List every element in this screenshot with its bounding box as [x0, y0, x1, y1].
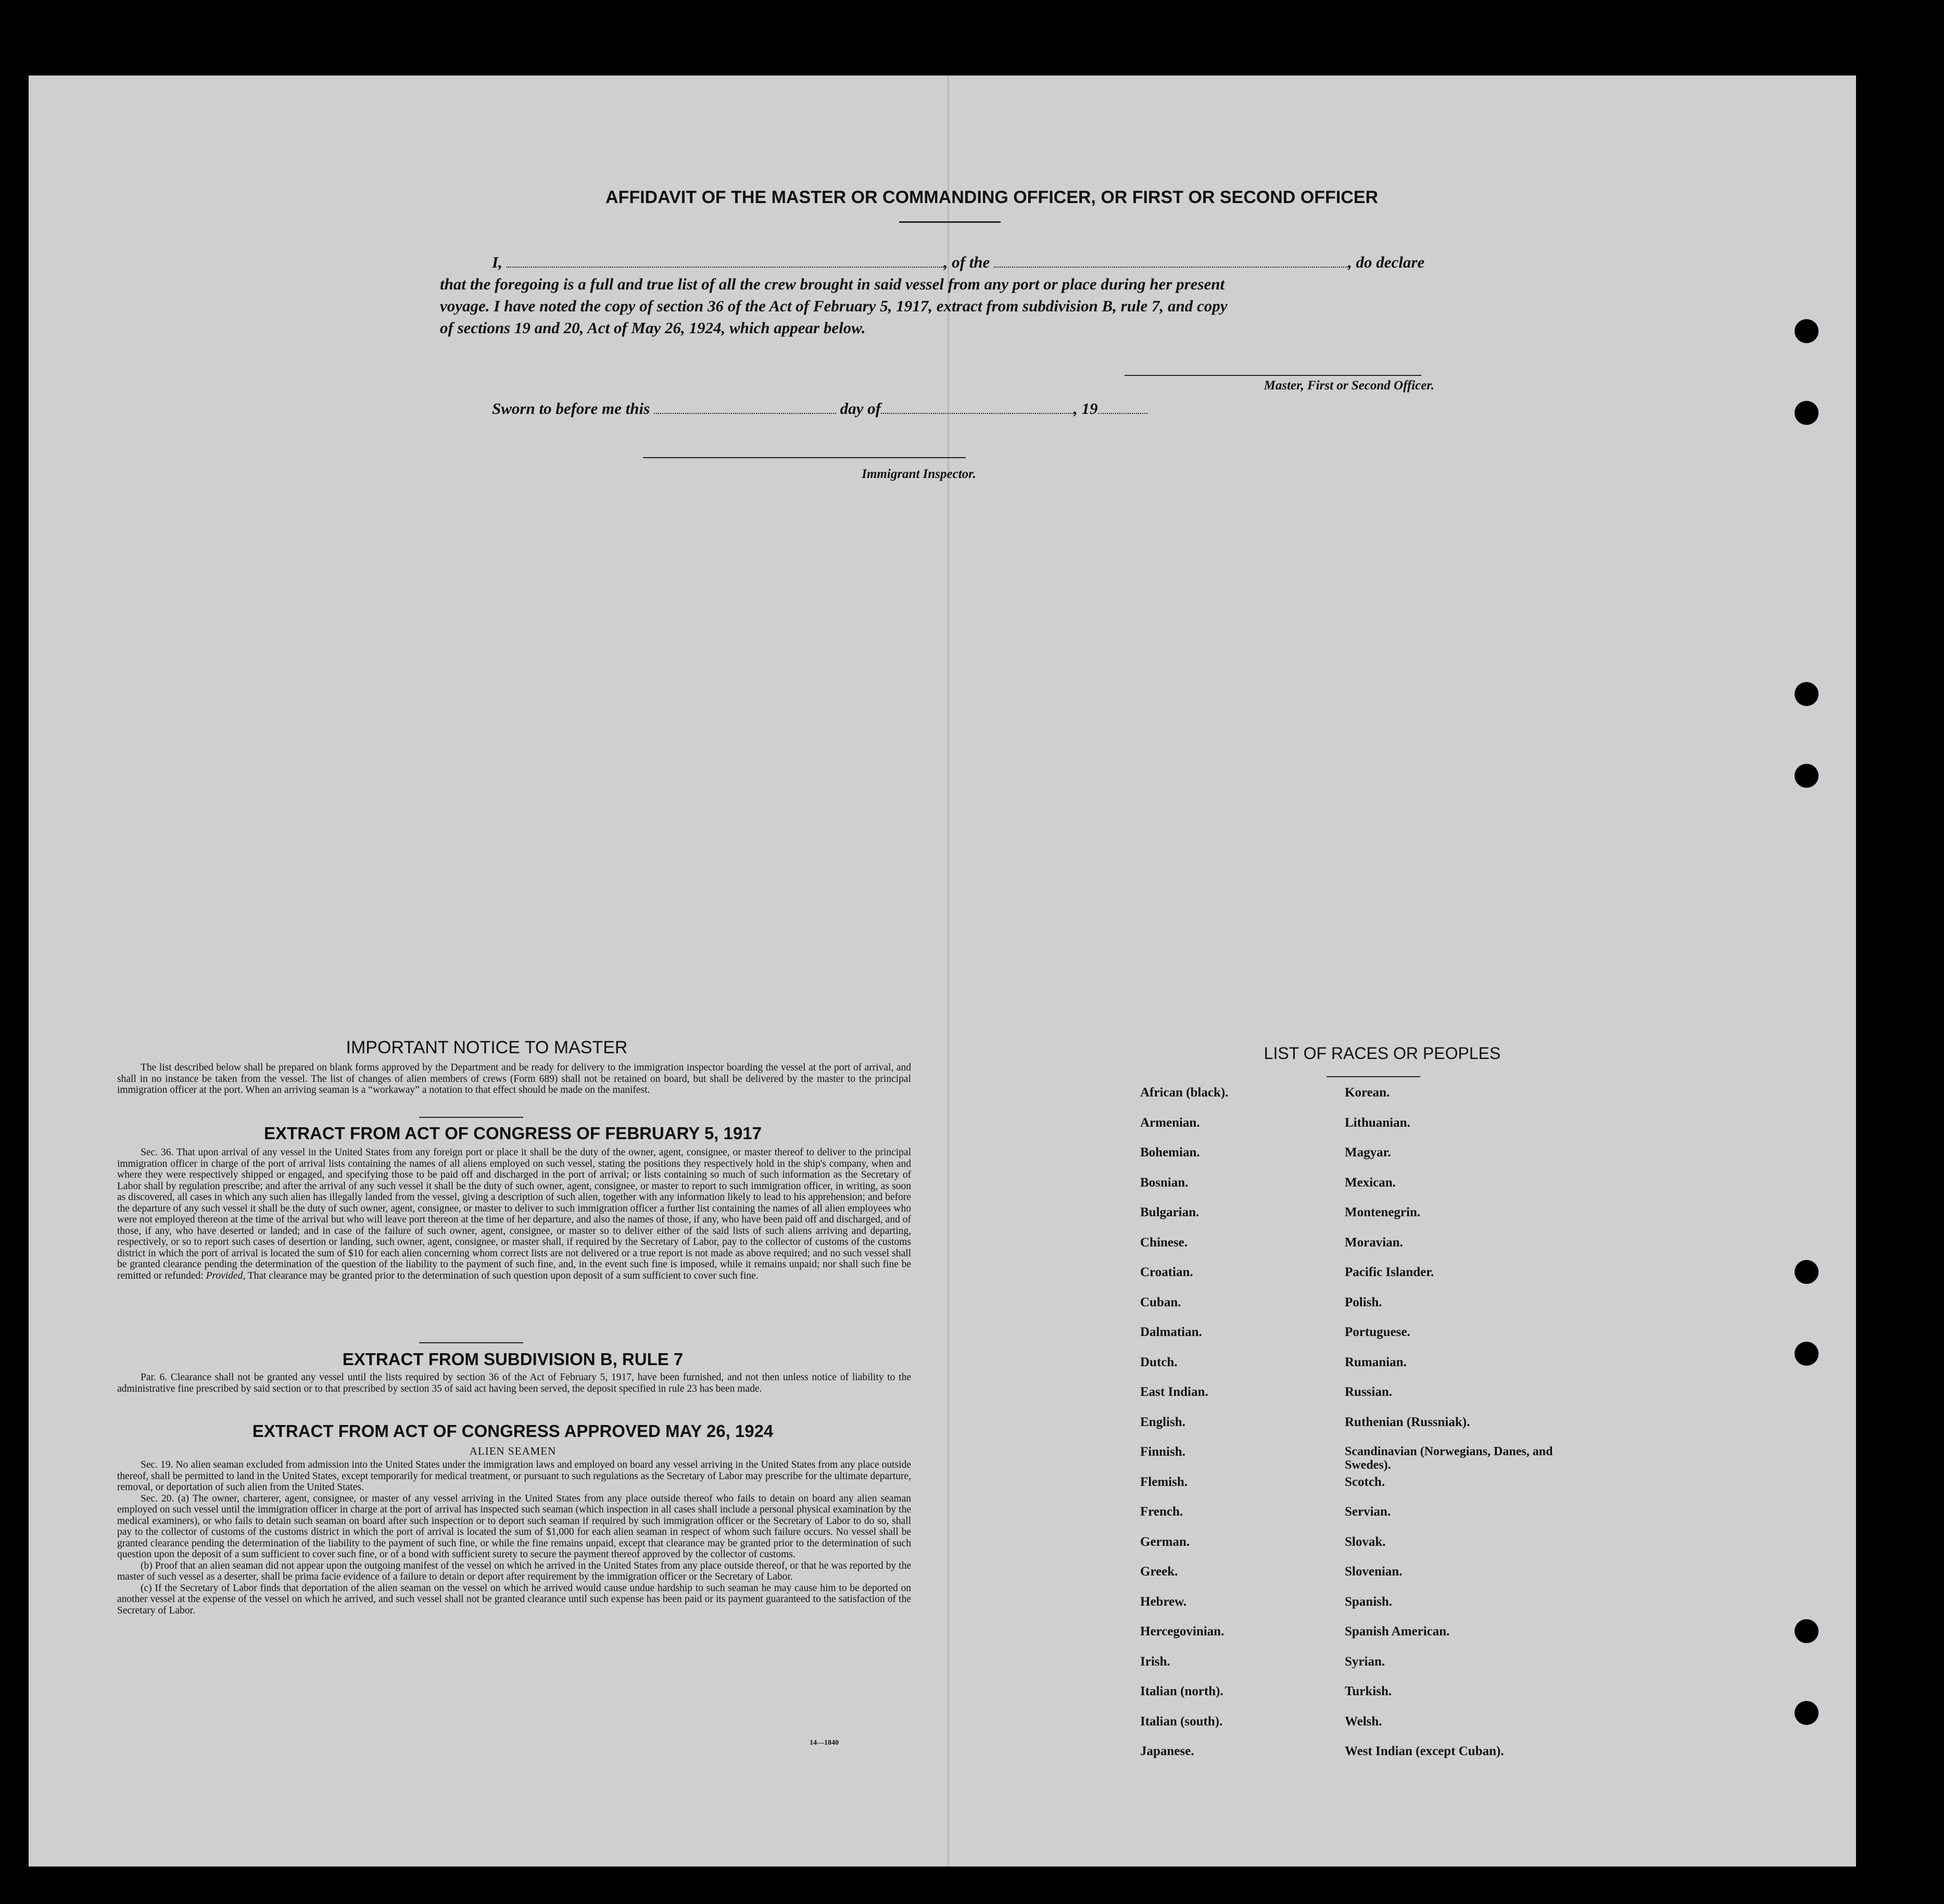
signature-line[interactable] — [1125, 375, 1421, 376]
race-item: Montenegrin. — [1345, 1205, 1421, 1219]
race-item: Portuguese. — [1345, 1325, 1410, 1339]
section-20a-text: Sec. 20. (a) The owner, charterer, agent, consignee, or master of any vessel arriving in the United States from any place outside thereof who fails to detain on board any alien seaman employed on such vessel until the immigration officer in charge at the port of arrival has inspected such seaman (which inspection in all cases shall include a personal physical examination by the medical examiners), or who fails to detain such seaman on board after such inspection or to deport such seaman if required by such immigration officer or the Secretary of Labor to do so, shall pay to the collector of customs of the customs district in which the port of arrival is located the sum of $1,000 for each alien seaman in respect of whom such failure occurs. No vessel shall be granted clearance pending the determination of the liability to the payment of such fine, or while the fine remains unpaid, except that clearance may be granted prior to the determination of such question upon the deposit of a sum sufficient to cover such fine, or of a bond with sufficient surety to secure the payment thereof approved by the collector of customs. — [117, 1493, 911, 1560]
races-title: LIST OF RACES OR PEOPLES — [1264, 1044, 1501, 1063]
race-item: Moravian. — [1345, 1235, 1403, 1250]
race-item: Ruthenian (Russniak). — [1345, 1415, 1470, 1429]
race-item: Greek. — [1140, 1565, 1178, 1579]
race-item: East Indian. — [1140, 1385, 1208, 1399]
punch-hole — [1795, 401, 1819, 425]
race-item: Scotch. — [1345, 1474, 1385, 1489]
sworn-line — [492, 399, 1273, 418]
sworn-label: Sworn to before me this — [492, 399, 650, 418]
race-item: Bulgarian. — [1140, 1205, 1200, 1219]
race-item: West Indian (except Cuban). — [1345, 1744, 1504, 1758]
declaration-line-2: that the foregoing is a full and true list of all the crew brought in said vessel from any port or place during her present — [440, 275, 1225, 293]
race-item: Dutch. — [1140, 1355, 1178, 1369]
label-do-declare: , do declare — [1348, 253, 1425, 271]
race-item: Scandinavian (Norwegians, Danes, and Swedes). — [1345, 1445, 1553, 1472]
race-item: Hebrew. — [1140, 1594, 1187, 1609]
section-20b-text: (b) Proof that an alien seaman did not appear upon the outgoing manifest of the vessel on which he arrived in the United States from any place outside thereof, or that he was reported by the master of such vessel as a deserter, shall be prima facie evidence of a failure to detain or deport after requirement by the immigration officer or the Secretary of Labor. — [117, 1560, 911, 1582]
race-item: Slovak. — [1345, 1534, 1386, 1549]
race-item: Italian (north). — [1140, 1684, 1223, 1698]
inspector-signature-line[interactable] — [643, 457, 966, 458]
race-item: Rumanian. — [1345, 1355, 1407, 1369]
section-text-end: That clearance may be granted prior to the determination of such question upon deposit of a sum sufficient to cover such fine. — [247, 1270, 759, 1281]
form-number: 14—1840 — [810, 1739, 839, 1747]
race-item: Finnish. — [1140, 1445, 1185, 1459]
notice-body — [117, 1062, 911, 1096]
race-item: Croatian. — [1140, 1265, 1193, 1279]
label-i: I, — [492, 253, 502, 271]
extract-rule7-body — [117, 1372, 911, 1394]
divider — [899, 221, 1001, 223]
divider — [1327, 1076, 1420, 1077]
races-column-1 — [1140, 1086, 1338, 1774]
race-item: Bohemian. — [1140, 1145, 1200, 1159]
race-item: Korean. — [1345, 1086, 1390, 1100]
extract-1917-title: EXTRACT FROM ACT OF CONGRESS OF FEBRUARY 5, 1917 — [264, 1124, 762, 1143]
punch-hole — [1795, 764, 1819, 788]
race-item: Russian. — [1345, 1385, 1393, 1399]
punch-hole — [1795, 1619, 1819, 1643]
race-item: English. — [1140, 1415, 1185, 1429]
extract-1924-body — [117, 1459, 911, 1616]
section-20c-text: (c) If the Secretary of Labor finds that deportation of the alien seaman on the vessel on which he arrived would cause undue hardship to such seaman he may cause him to be deported on another vessel at the expense of the vessel on which he arrived, and such vessel shall not be granted clearance until such expense has been paid or its payment guaranteed to the satisfaction of the Secretary of Labor. — [117, 1582, 911, 1616]
extract-rule7-title: EXTRACT FROM SUBDIVISION B, RULE 7 — [342, 1350, 684, 1369]
label-of-the: , of the — [943, 253, 990, 271]
notice-title: IMPORTANT NOTICE TO MASTER — [346, 1038, 628, 1057]
document-sheet — [29, 75, 1856, 1867]
race-item: Spanish American. — [1345, 1624, 1450, 1638]
divider — [419, 1342, 523, 1343]
punch-hole — [1795, 1701, 1819, 1725]
declaration-text — [440, 251, 1492, 339]
punch-hole — [1795, 682, 1819, 706]
declaration-line-3: voyage. I have noted the copy of section 36 of the Act of February 5, 1917, extract from subdivision B, rule 7, and copy — [440, 297, 1228, 315]
declaration-line-4: of sections 19 and 20, Act of May 26, 1924, which appear below. — [440, 319, 866, 337]
race-item: Servian. — [1345, 1505, 1391, 1519]
race-item: Armenian. — [1140, 1115, 1200, 1130]
race-item: Lithuanian. — [1345, 1115, 1410, 1130]
punch-hole — [1795, 1260, 1819, 1284]
section-label: Sec. 36. — [141, 1147, 174, 1158]
section-19-text: Sec. 19. No alien seaman excluded from admission into the United States under the immigration laws and employed on board any vessel arriving in the United States from any place outside thereof, shall be permitted to land in the United States, except temporarily for medical treatment, or pursuant to such regulations as the Secretary of Labor may prescribe for the ultimate departure, removal, or deportation of such alien from the United States. — [117, 1459, 911, 1493]
name-field[interactable] — [507, 254, 944, 268]
extract-1924-title: EXTRACT FROM ACT OF CONGRESS APPROVED MAY 26, 1924 — [252, 1421, 774, 1441]
divider — [419, 1117, 523, 1118]
section-text: That upon arrival of any vessel in the United States from any foreign port or place it shall be the duty of the owner, agent, consignee, or master thereof to deliver to the principal immigration officer in charge of the port of arrival lists containing the names of all aliens employed on such vessel, stating the positions they respectively hold in the ship's company, when and where they were respectively shipped or engaged, and specifying those to be paid off and discharged in the port of arrival; or lists containing so much of such information as the Secretary of Labor shall by regulation prescribe; and after the arrival of any such vessel it shall be the duty of such owner, agent, consignee, or master to report to such immigration officer, in writing, as soon as discovered, all cases in which any such alien has illegally landed from the vessel, giving a description of such alien, together with any information likely to lead to his apprehension; and before the departure of any such vessel it shall be the duty of such owner, agent, consignee, or master to deliver to such immigration officer a further list containing the names of all alien employees who were not employed thereon at the time of the arrival but who will leave port thereon at the time of her departure, and also the names of those, if any, who have been paid off and discharged, and of those, if any, who have deserted or landed; and in case of the failure of such owner, agent, consignee, or master so to deliver either of the said lists of such aliens arriving and departing, respectively, or so to report such cases of desertion or landing, such owner, agent, consignee, or master shall, if required by the Secretary of Labor, pay to the collector of customs of the customs district in which the port of arrival is located the sum of $10 for each alien concerning whom correct lists are not delivered or a true report is not made as above required; and no such vessel shall be granted clearance pending the determination of the question of the liability to the payment of such fine, and, in the event such fine is imposed, while it remains unpaid; nor shall such fine be remitted or refunded: — [117, 1147, 911, 1281]
affidavit-title: AFFIDAVIT OF THE MASTER OR COMMANDING OFFICER, OR FIRST OR SECOND OFFICER — [605, 187, 1378, 207]
race-item: Spanish. — [1345, 1594, 1393, 1609]
race-item: Welsh. — [1345, 1714, 1382, 1729]
race-item: Cuban. — [1140, 1295, 1181, 1309]
month-field[interactable] — [881, 400, 1074, 414]
punch-hole — [1795, 1342, 1819, 1366]
race-item: African (black). — [1140, 1086, 1229, 1100]
races-column-2 — [1345, 1086, 1579, 1774]
fold-line — [948, 75, 949, 1867]
day-field[interactable] — [654, 400, 836, 414]
race-item: Magyar. — [1345, 1145, 1391, 1159]
race-item: Japanese. — [1140, 1744, 1194, 1758]
race-item: Pacific Islander. — [1345, 1265, 1434, 1279]
race-item: Flemish. — [1140, 1474, 1188, 1489]
race-item: Turkish. — [1345, 1684, 1392, 1698]
vessel-field[interactable] — [994, 254, 1348, 268]
inspector-label: Immigrant Inspector. — [862, 467, 976, 481]
signature-label: Master, First or Second Officer. — [1264, 379, 1434, 393]
race-item: Hercegovinian. — [1140, 1624, 1225, 1638]
race-item: Irish. — [1140, 1654, 1170, 1669]
proviso: Provided, — [206, 1270, 246, 1281]
race-item: Chinese. — [1140, 1235, 1188, 1250]
punch-hole — [1795, 319, 1819, 343]
day-of-label: day of — [840, 399, 881, 418]
declaration-line-1 — [440, 251, 1492, 273]
race-item: Syrian. — [1345, 1654, 1385, 1669]
race-item: Italian (south). — [1140, 1714, 1223, 1729]
extract-1917-body — [117, 1147, 911, 1281]
alien-seamen-subtitle: ALIEN SEAMEN — [469, 1445, 557, 1457]
race-item: Dalmatian. — [1140, 1325, 1202, 1339]
year-label: , 19 — [1074, 399, 1098, 418]
race-item: French. — [1140, 1505, 1183, 1519]
race-item: Mexican. — [1345, 1175, 1396, 1190]
race-item: Slovenian. — [1345, 1565, 1403, 1579]
race-item: German. — [1140, 1534, 1190, 1549]
rule7-text: Par. 6. Clearance shall not be granted any vessel until the lists required by section 36 of the Act of February 5, 1917, have been furnished, and not then unless notice of liability to the administrative fine prescribed by said section or to that prescribed by section 35 of said act having been served, the deposit specified in rule 23 has been made. — [117, 1372, 911, 1394]
year-field[interactable] — [1098, 400, 1147, 414]
race-item: Bosnian. — [1140, 1175, 1189, 1190]
race-item: Polish. — [1345, 1295, 1382, 1309]
notice-text: The list described below shall be prepared on blank forms approved by the Department and be ready for delivery to the immigration inspector boarding the vessel at the port of arrival, and shall in no instance be taken from the vessel. The list of changes of alien members of crews (Form 689) shall not be retained on board, but shall be delivered by the master to the principal immigration officer at the port. When an arriving seaman is a “workaway” a notation to that effect should be made on the manifest. — [117, 1062, 911, 1095]
